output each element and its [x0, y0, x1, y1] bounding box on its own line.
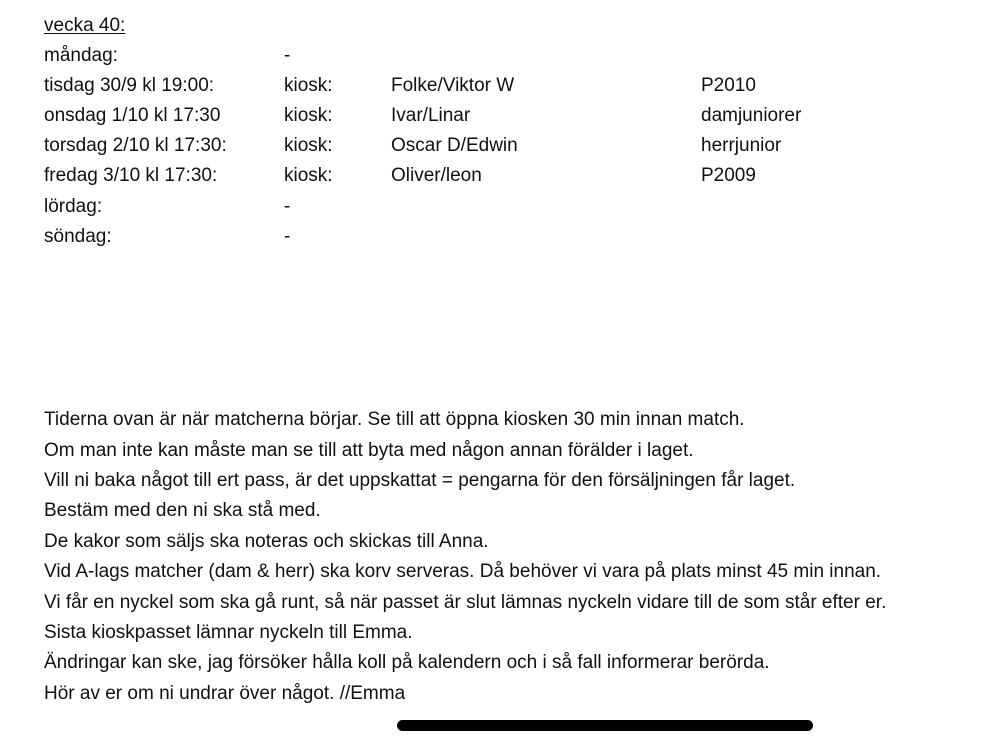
schedule-names: Oliver/leon [391, 165, 482, 186]
schedule-day: lördag: [44, 196, 103, 217]
schedule-role: - [284, 226, 291, 247]
schedule-role: kiosk: [284, 75, 333, 96]
schedule-day: torsdag 2/10 kl 17:30: [44, 135, 227, 156]
schedule-role: kiosk: [284, 165, 333, 186]
schedule-team: herrjunior [701, 135, 782, 156]
schedule-day: söndag: [44, 226, 112, 247]
schedule-day: fredag 3/10 kl 17:30: [44, 165, 218, 186]
note-line: Sista kioskpasset lämnar nyckeln till Emma. [44, 621, 413, 643]
note-line: Ändringar kan ske, jag försöker hålla koll på kalendern och i så fall informerar berörda. [44, 652, 770, 674]
note-line: Bestäm med den ni ska stå med. [44, 500, 321, 522]
schedule-role: kiosk: [284, 135, 333, 156]
schedule-team: damjuniorer [701, 105, 802, 126]
schedule-role: - [284, 45, 291, 66]
schedule-role: kiosk: [284, 105, 333, 126]
home-indicator-bar[interactable] [397, 720, 813, 731]
schedule-day: måndag: [44, 45, 118, 66]
notes-section [44, 405, 886, 709]
note-line: De kakor som säljs ska noteras och skickas till Anna. [44, 530, 489, 552]
week-heading: vecka 40: [44, 15, 126, 36]
note-line: Om man inte kan måste man se till att byta med någon annan förälder i laget. [44, 439, 694, 461]
schedule-team: P2009 [701, 165, 756, 186]
schedule-team: P2010 [701, 75, 756, 96]
note-line: Tiderna ovan är när matcherna börjar. Se till att öppna kiosken 30 min innan match. [44, 409, 745, 431]
note-line: Hör av er om ni undrar över något. //Emma [44, 682, 406, 704]
schedule-role: - [284, 196, 291, 217]
schedule-names: Ivar/Linar [391, 105, 471, 126]
note-line: Vid A-lags matcher (dam & herr) ska korv serveras. Då behöver vi vara på plats minst 45 min innan. [44, 561, 882, 583]
schedule-names: Oscar D/Edwin [391, 135, 518, 156]
note-line: Vi får en nyckel som ska gå runt, så när passet är slut lämnas nyckeln vidare till de som står efter er. [44, 591, 887, 613]
note-line: Vill ni baka något till ert pass, är det uppskattat = pengarna för den försäljningen får laget. [44, 469, 796, 491]
schedule-names: Folke/Viktor W [391, 75, 515, 96]
schedule-day: tisdag 30/9 kl 19:00: [44, 75, 215, 96]
schedule-day: onsdag 1/10 kl 17:30 [44, 105, 221, 126]
